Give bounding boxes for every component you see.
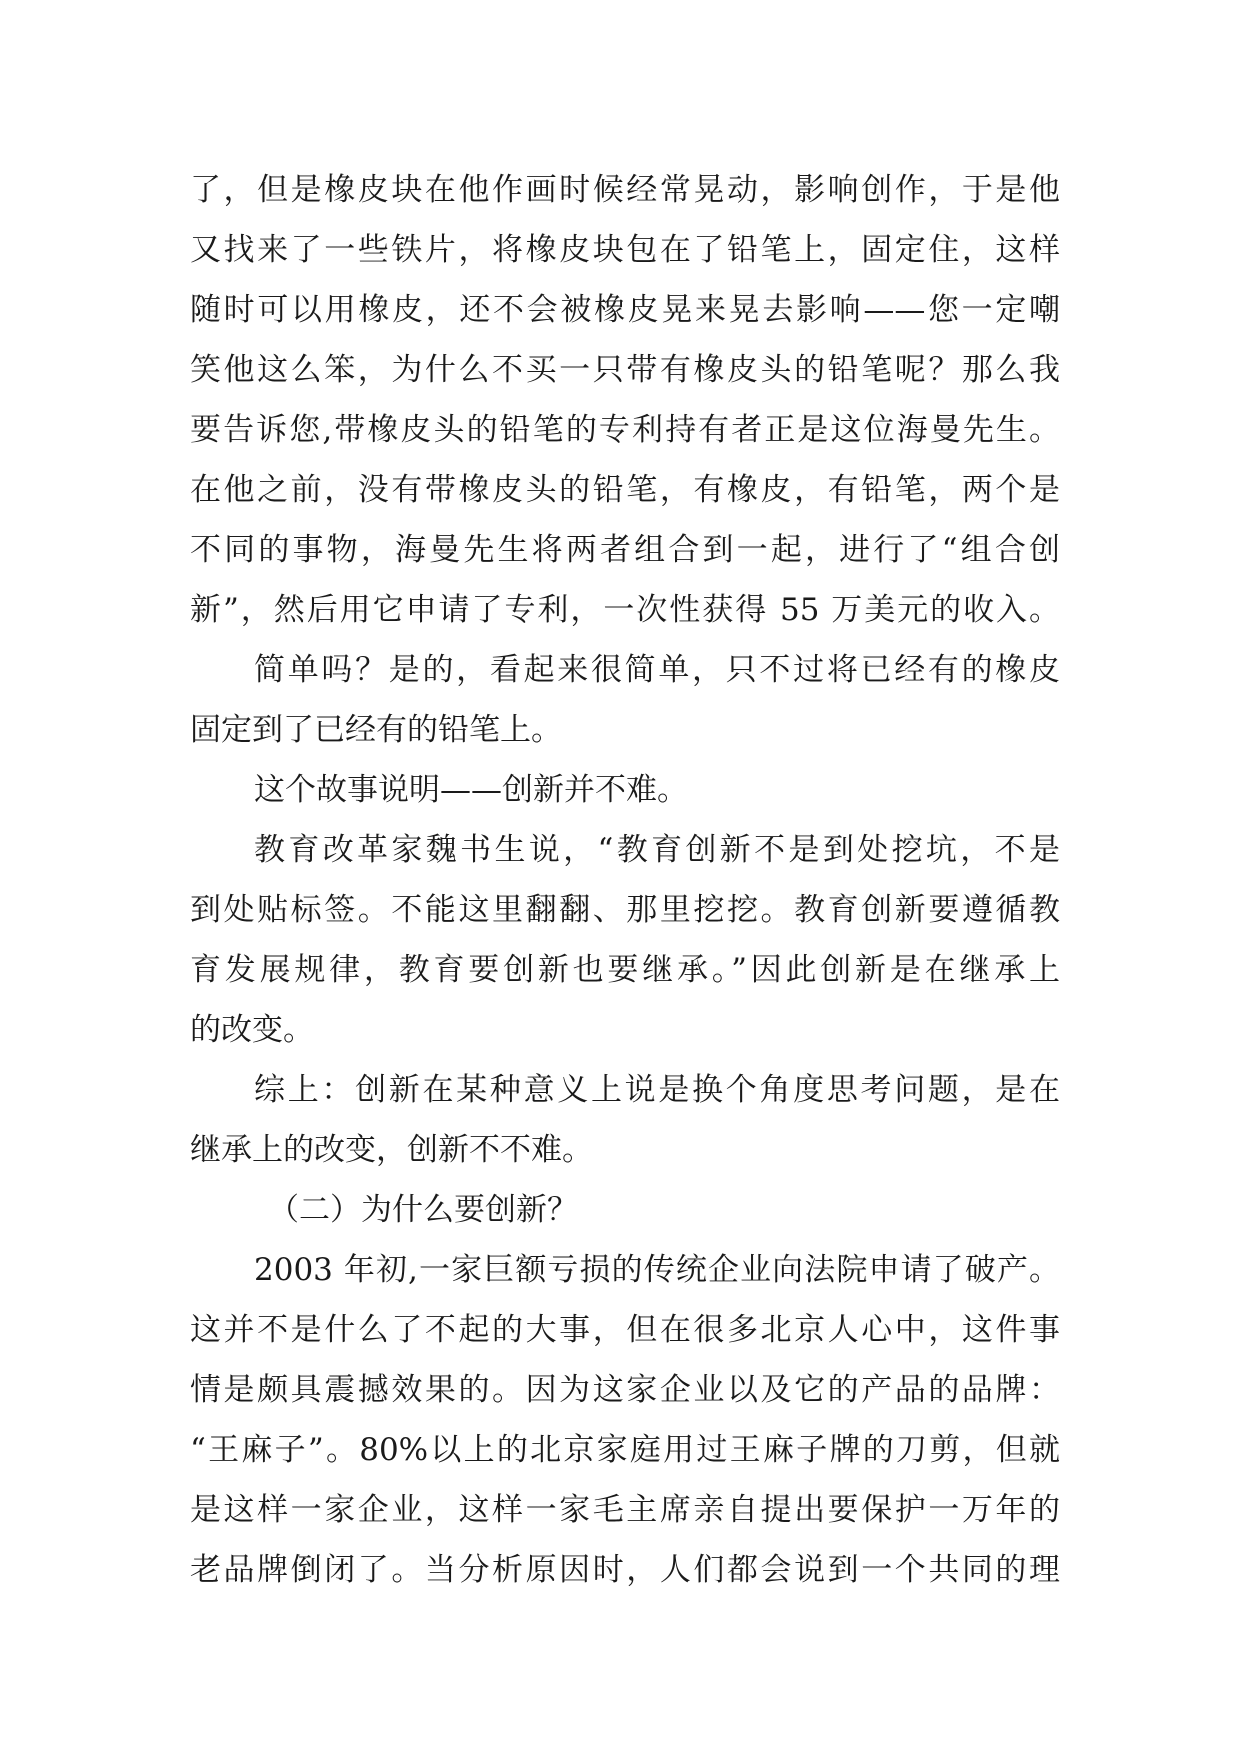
text-line: 2003 年初,一家巨额亏损的传统企业向法院申请了破产。 — [254, 1252, 1060, 1288]
text-line: 教育改革家魏书生说，“教育创新不是到处挖坑，不是 — [254, 832, 1060, 868]
text-line: 了，但是橡皮块在他作画时候经常晃动，影响创作，于是他 — [190, 172, 1060, 208]
text-line: 这并不是什么了不起的大事，但在很多北京人心中，这件事 — [190, 1312, 1060, 1348]
text-line: 固定到了已经有的铅笔上。 — [190, 712, 562, 748]
section-heading: （二）为什么要创新？ — [268, 1192, 578, 1228]
text-line: 是这样一家企业，这样一家毛主席亲自提出要保护一万年的 — [190, 1492, 1060, 1528]
text-line: 随时可以用橡皮，还不会被橡皮晃来晃去影响——您一定嘲 — [190, 292, 1060, 328]
text-line: 要告诉您,带橡皮头的铅笔的专利持有者正是这位海曼先生。 — [190, 412, 1060, 448]
text-line: “王麻子”。80%以上的北京家庭用过王麻子牌的刀剪，但就 — [190, 1432, 1060, 1468]
text-line: 简单吗？是的，看起来很简单，只不过将已经有的橡皮 — [254, 652, 1060, 688]
text-line: 情是颇具震撼效果的。因为这家企业以及它的产品的品牌： — [190, 1372, 1060, 1408]
text-line: 又找来了一些铁片，将橡皮块包在了铅笔上，固定住，这样 — [190, 232, 1060, 268]
text-line: 老品牌倒闭了。当分析原因时，人们都会说到一个共同的理 — [190, 1552, 1060, 1588]
text-line: 育发展规律，教育要创新也要继承。”因此创新是在继承上 — [190, 952, 1060, 988]
text-line: 到处贴标签。不能这里翻翻、那里挖挖。教育创新要遵循教 — [190, 892, 1060, 928]
text-line: 综上：创新在某种意义上说是换个角度思考问题，是在 — [254, 1072, 1060, 1108]
text-line: 不同的事物，海曼先生将两者组合到一起，进行了“组合创 — [190, 532, 1060, 568]
text-line: 新”，然后用它申请了专利，一次性获得 55 万美元的收入。 — [190, 592, 1060, 628]
text-line: 这个故事说明——创新并不难。 — [254, 772, 688, 808]
text-line: 在他之前，没有带橡皮头的铅笔，有橡皮，有铅笔，两个是 — [190, 472, 1060, 508]
text-line: 继承上的改变，创新不不难。 — [190, 1132, 593, 1168]
text-line: 的改变。 — [190, 1012, 314, 1048]
text-line: 笑他这么笨，为什么不买一只带有橡皮头的铅笔呢？那么我 — [190, 352, 1060, 388]
